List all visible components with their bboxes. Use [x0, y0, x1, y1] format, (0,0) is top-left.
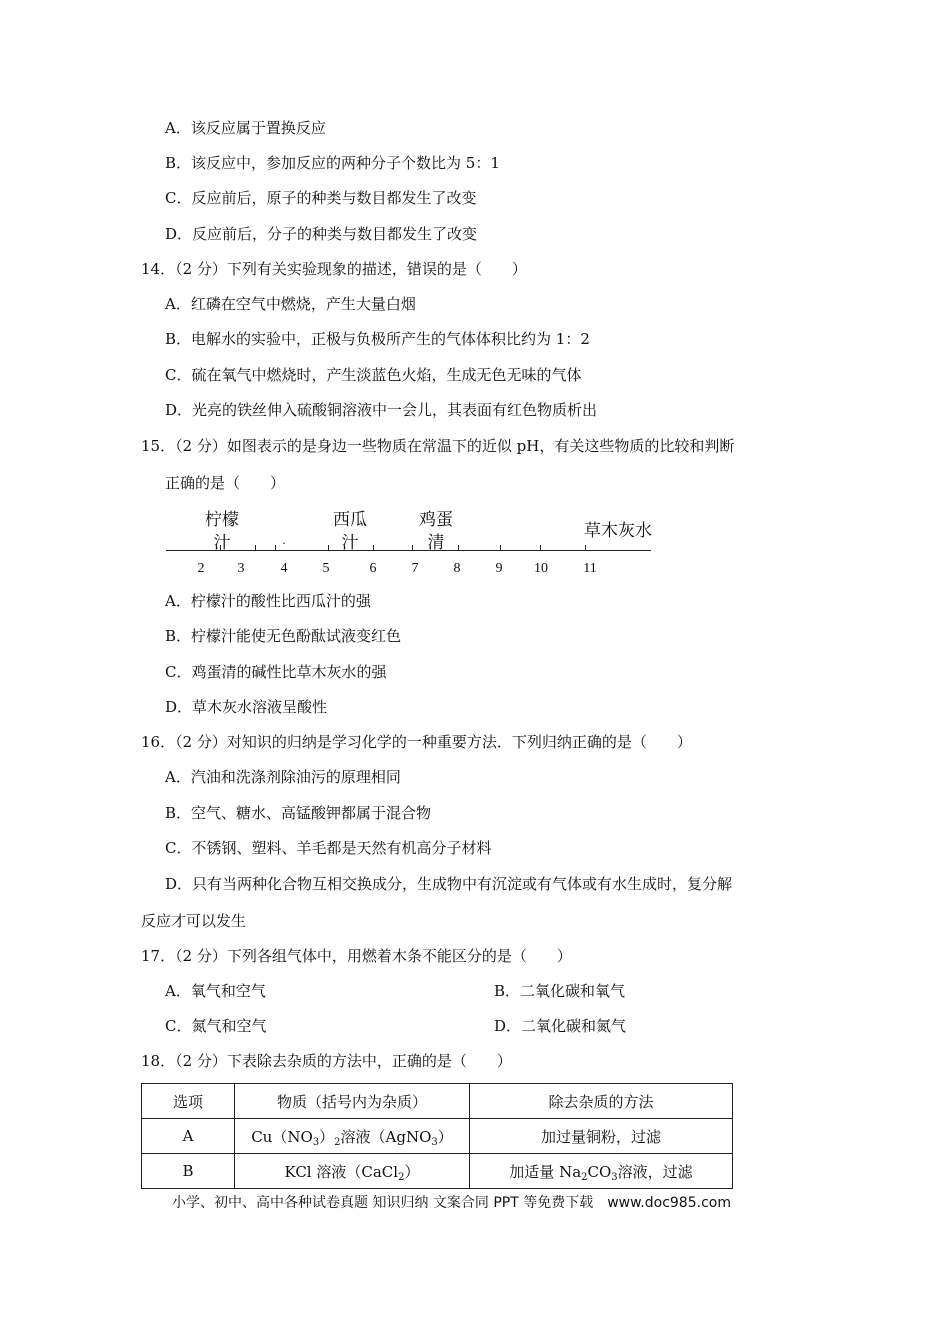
ph-tick-label: 3 [237, 561, 245, 576]
q13-option-d: D．反应前后，分子的种类与数目都发生了改变 [165, 225, 478, 243]
q17-option-d: D．二氧化碳和氮气 [494, 1017, 627, 1035]
table-row [142, 1154, 733, 1189]
ph-tick-label: 8 [453, 561, 461, 576]
q14-option-d: D．光亮的铁丝伸入硫酸铜溶液中一会儿，其表面有红色物质析出 [165, 401, 598, 419]
q15-stem: 15．（2 分）如图表示的是身边一些物质在常温下的近似 pH，有关这些物质的比较和判断 [141, 437, 735, 455]
q17-option-b: B．二氧化碳和氧气 [494, 982, 626, 1000]
ph-tick [328, 545, 329, 551]
q15-option-d: D．草木灰水溶液呈酸性 [165, 698, 328, 716]
ph-tick [500, 545, 501, 551]
q14-option-c: C．硫在氧气中燃烧时，产生淡蓝色火焰，生成无色无味的气体 [165, 366, 582, 384]
ph-tick-label: 7 [411, 561, 419, 576]
ph-tick-label: 5 [322, 561, 330, 576]
q17-option-c: C．氮气和空气 [165, 1017, 267, 1035]
label-egg-white-line1: 鸡蛋 [419, 510, 453, 530]
header-option: 选项 [142, 1084, 235, 1119]
q14-stem: 14．（2 分）下列有关实验现象的描述，错误的是（ ） [141, 260, 527, 278]
ph-tick [255, 545, 256, 551]
stray-mark: . [282, 534, 286, 547]
label-lemon-juice-line2: 汁 [213, 533, 231, 553]
page-footer: 小学、初中、高中各种试卷真题 知识归纳 文案合同 PPT 等免费下载 www.doc985.com [172, 1195, 731, 1211]
row-a-substance: $Cu(NO_3)_2$溶液（AgNO$_3$） [235, 1119, 470, 1154]
q16-stem: 16．（2 分）对知识的归纳是学习化学的一种重要方法．下列归纳正确的是（ ） [141, 733, 692, 751]
header-substance: 物质（括号内为杂质） [235, 1084, 470, 1119]
ph-tick-label: 2 [197, 561, 205, 576]
ph-tick-label: 11 [583, 561, 597, 576]
row-a-method: 加过量铜粉，过滤 [470, 1119, 733, 1154]
ph-tick [585, 545, 586, 551]
q14-option-a: A．红磷在空气中燃烧，产生大量白烟 [165, 295, 416, 313]
ph-tick-label: 10 [534, 561, 548, 576]
label-plant-ash-water: 草木灰水 [584, 521, 652, 541]
q17-option-a: A．氧气和空气 [165, 982, 266, 1000]
ph-tick [373, 545, 374, 551]
label-lemon-juice-line1: 柠檬 [205, 510, 239, 530]
q14-option-b: B．电解水的实验中，正极与负极所产生的气体体积比约为 1：2 [165, 330, 590, 348]
ph-tick-label: 4 [280, 561, 288, 576]
row-b-option: B [142, 1154, 235, 1189]
table-header-row [142, 1084, 733, 1119]
q16-option-c: C．不锈钢、塑料、羊毛都是天然有机高分子材料 [165, 839, 492, 857]
q15-option-a: A．柠檬汁的酸性比西瓜汁的强 [165, 592, 371, 610]
ph-scale-figure [160, 505, 660, 585]
row-a-option: A [142, 1119, 235, 1154]
q13-option-a: A．该反应属于置换反应 [165, 119, 326, 137]
ph-tick [412, 545, 413, 551]
q18-stem: 18．（2 分）下表除去杂质的方法中，正确的是（ ） [141, 1052, 512, 1070]
ph-tick-label: 9 [495, 561, 503, 576]
q15-stem-continued: 正确的是（ ） [165, 474, 286, 492]
q16-option-b: B．空气、糖水、高锰酸钾都属于混合物 [165, 804, 432, 822]
ph-tick [458, 545, 459, 551]
q16-option-d: D．只有当两种化合物互相交换成分，生成物中有沉淀或有气体或有水生成时，复分解 [165, 875, 733, 893]
q13-option-b: B．该反应中，参加反应的两种分子个数比为 5：1 [165, 154, 500, 172]
q16-option-a: A．汽油和洗涤剂除油污的原理相同 [165, 768, 401, 786]
impurity-removal-table [141, 1083, 733, 1189]
ph-tick [275, 545, 276, 551]
header-method: 除去杂质的方法 [470, 1084, 733, 1119]
ph-tick [540, 545, 541, 551]
q16-option-d-continued: 反应才可以发生 [141, 912, 247, 930]
q15-option-b: B．柠檬汁能使无色酚酞试液变红色 [165, 627, 402, 645]
label-watermelon-juice-line2: 汁 [341, 533, 359, 553]
q13-option-c: C．反应前后，原子的种类与数目都发生了改变 [165, 189, 477, 207]
label-egg-white-line2: 清 [427, 533, 445, 553]
label-watermelon-juice-line1: 西瓜 [333, 510, 367, 530]
q15-option-c: C．鸡蛋清的碱性比草木灰水的强 [165, 663, 387, 681]
table-row [142, 1119, 733, 1154]
row-b-substance: KCl 溶液（CaCl$_2$） [235, 1154, 470, 1189]
row-b-method: 加适量 $Na_2CO_3$溶液，过滤 [470, 1154, 733, 1189]
ph-tick-label: 6 [369, 561, 377, 576]
q17-stem: 17．（2 分）下列各组气体中，用燃着木条不能区分的是（ ） [141, 947, 572, 965]
